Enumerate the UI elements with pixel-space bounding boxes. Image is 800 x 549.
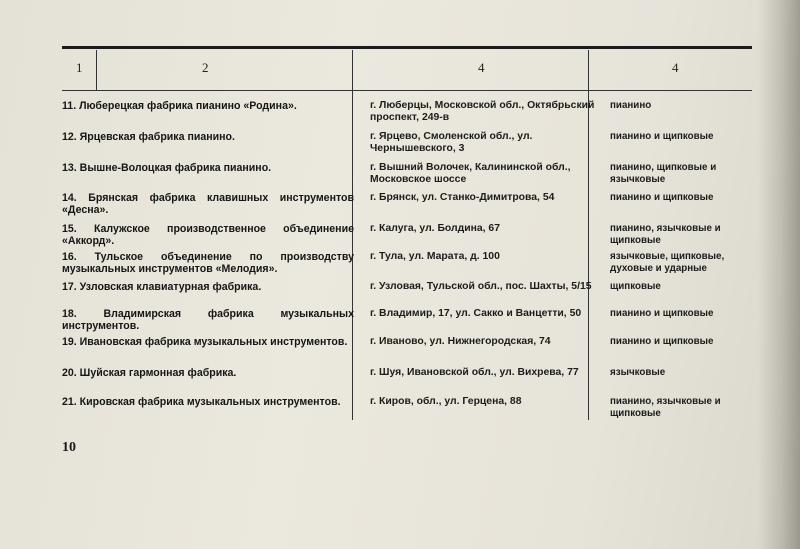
factory-name: 20. Шуйская гармонная фабрика.	[62, 367, 237, 379]
factory-name: 19. Ивановская фабрика музыкальных инструментов.	[62, 336, 348, 348]
page-spine-shadow	[758, 0, 800, 549]
factory-address: г. Киров, обл., ул. Герцена, 88	[370, 396, 522, 407]
factory-address: г. Калуга, ул. Болдина, 67	[370, 223, 500, 234]
factory-name: 14. Брянская фабрика клавишных инструментов «Десна».	[62, 192, 354, 216]
instrument-types: пианино и щипковые	[610, 131, 714, 142]
page-number: 10	[62, 440, 76, 455]
instrument-types: язычковые, щипковые, духовые и ударные	[610, 251, 725, 274]
factory-address: г. Узловая, Тульской обл., пос. Шахты, 5/15	[370, 281, 592, 292]
column-header-2: 2	[202, 60, 209, 75]
instrument-types: пианино и щипковые	[610, 192, 714, 203]
instrument-types: пианино, щипковые и язычковые	[610, 162, 717, 185]
factory-address: г. Брянск, ул. Станко-Димитрова, 54	[370, 192, 555, 203]
column-header-4: 4	[672, 60, 679, 75]
instrument-types: пианино, язычковые и щипковые	[610, 396, 721, 419]
factory-address: г. Ярцево, Смоленской обл., ул. Чернышевского, 3	[370, 131, 533, 154]
factory-address: г. Вышний Волочек, Калининской обл., Московское шоссе	[370, 162, 571, 185]
factory-address: г. Владимир, 17, ул. Сакко и Ванцетти, 50	[370, 308, 582, 319]
factory-address: г. Иваново, ул. Нижнегородская, 74	[370, 336, 551, 347]
factory-name: 21. Кировская фабрика музыкальных инструментов.	[62, 396, 341, 408]
factory-name: 17. Узловская клавиатурная фабрика.	[62, 281, 262, 293]
instrument-types: пианино и щипковые	[610, 308, 714, 319]
factory-name: 12. Ярцевская фабрика пианино.	[62, 131, 235, 143]
instrument-types: пианино	[610, 100, 652, 111]
factory-name: 18. Владимирская фабрика музыкальных инструментов.	[62, 308, 354, 332]
table-header-rule	[62, 90, 752, 91]
instrument-types: язычковые	[610, 367, 666, 378]
column-divider-1	[96, 50, 97, 90]
factory-address: г. Люберцы, Московской обл., Октябрьский проспект, 249-в	[370, 100, 595, 123]
factory-address: г. Тула, ул. Марата, д. 100	[370, 251, 500, 262]
factory-name: 16. Тульское объединение по производству музыкальных инструментов «Мелодия».	[62, 251, 354, 275]
instrument-types: щипковые	[610, 281, 661, 292]
instrument-types: пианино, язычковые и щипковые	[610, 223, 721, 246]
factory-address: г. Шуя, Ивановской обл., ул. Вихрева, 77	[370, 367, 579, 378]
column-header-3: 4	[478, 60, 485, 75]
factory-name: 11. Люберецкая фабрика пианино «Родина».	[62, 100, 297, 112]
column-header-1: 1	[76, 60, 83, 75]
factory-name: 13. Вышне-Волоцкая фабрика пианино.	[62, 162, 272, 174]
factory-name: 15. Калужское производственное объединение «Аккорд».	[62, 223, 354, 247]
table-top-rule	[62, 46, 752, 49]
instrument-types: пианино и щипковые	[610, 336, 714, 347]
